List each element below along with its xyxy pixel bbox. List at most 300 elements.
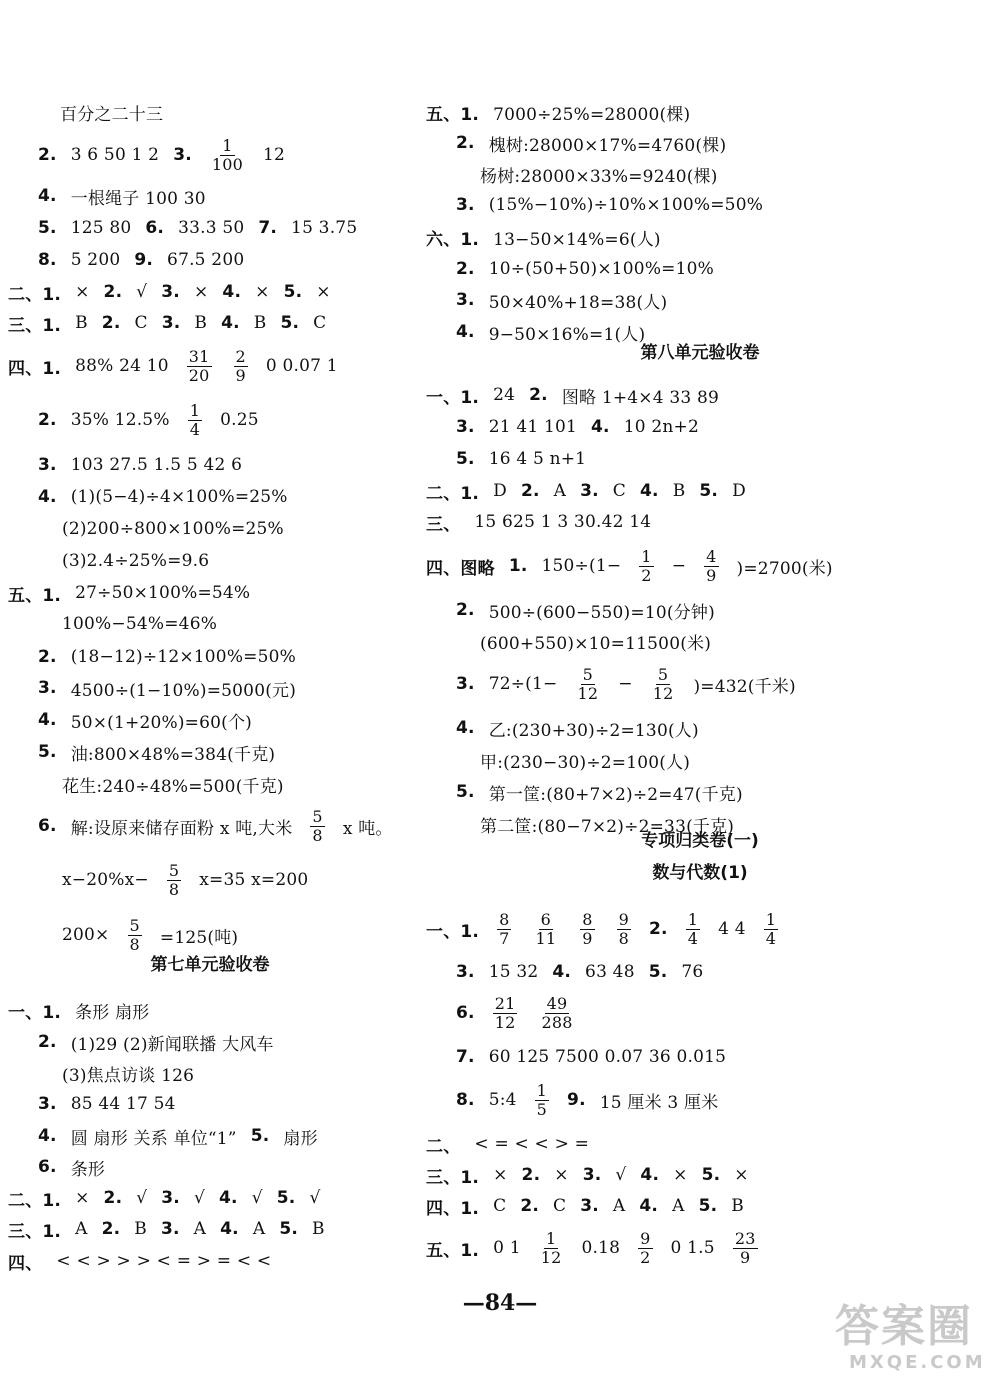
question-number: 4.	[639, 1196, 659, 1216]
answer-line	[426, 546, 833, 586]
answer-text: 一根绳子 100 30	[70, 188, 206, 209]
answer-line	[38, 806, 393, 846]
fraction-denominator: 2	[641, 565, 652, 585]
answer-text: 5:4	[488, 1090, 517, 1110]
answer-text: (3)焦点访谈 126	[62, 1065, 195, 1086]
answer-text: 0 1.5	[670, 1238, 715, 1258]
question-number: 5.	[250, 1126, 270, 1146]
fraction-denominator: 12	[652, 683, 674, 703]
answer-line	[480, 621, 711, 661]
fraction	[128, 915, 142, 954]
answer-text: (600+550)×10=11500(米)	[480, 633, 712, 654]
fraction-numerator: 23	[734, 1228, 756, 1248]
answer-text: √	[309, 1188, 321, 1208]
answer-text: 72÷(1−	[488, 674, 558, 694]
answer-text: 50×(1+20%)=60(个)	[70, 712, 253, 733]
question-number: 二、	[426, 1136, 461, 1157]
answer-text: 21 41 101	[488, 417, 578, 437]
question-number: 六、1.	[426, 229, 480, 250]
answer-text: 甲:(230−30)÷2=100(人)	[480, 752, 691, 773]
answer-line	[62, 860, 308, 900]
question-number: 一、1.	[8, 1002, 62, 1023]
question-number: 2.	[38, 1032, 57, 1052]
fraction	[651, 664, 676, 703]
question-number: 2.	[38, 410, 57, 430]
answer-text: 图略 1+4×4 33 89	[561, 387, 720, 408]
answer-text: ×	[255, 282, 270, 302]
answer-line	[426, 502, 651, 542]
question-number: 4.	[591, 417, 610, 437]
answer-text: √	[251, 1188, 263, 1208]
answer-text: 5 200	[70, 250, 121, 270]
answer-text: 0 1	[493, 1238, 521, 1258]
answer-text: 百分之二十三	[60, 104, 164, 125]
answer-text: D	[732, 481, 746, 501]
question-number: 5.	[279, 1219, 298, 1239]
question-number: 4.	[222, 282, 242, 302]
answer-text: 16 4 5 n+1	[488, 449, 587, 469]
section-heading: 专项归类卷(一)	[641, 830, 759, 851]
answer-text: (1)29 (2)新闻联播 大风车	[70, 1034, 274, 1055]
answer-text: 500÷(600−550)=10(分钟)	[488, 602, 715, 623]
question-number: 4.	[220, 1219, 239, 1239]
question-number: 5.	[648, 962, 668, 982]
question-number: 4.	[640, 1165, 660, 1185]
question-number: 2.	[456, 133, 475, 153]
answer-text: C	[612, 481, 627, 501]
question-number: 3.	[160, 1219, 180, 1239]
fraction-numerator: 9	[618, 909, 630, 929]
fraction-denominator: 8	[168, 879, 180, 899]
question-number: 2.	[101, 1219, 121, 1239]
question-number: 4.	[38, 1126, 57, 1146]
fraction-numerator: 49	[546, 993, 568, 1013]
question-number: 2.	[101, 313, 121, 333]
fraction-numerator: 5	[657, 664, 669, 684]
question-number: 3.	[456, 962, 475, 982]
answer-line	[426, 1186, 744, 1226]
question-number: 2.	[103, 1188, 123, 1208]
question-number: 4.	[38, 186, 57, 206]
answer-text: 24	[493, 385, 516, 405]
watermark-url: MXQE.COM	[849, 1352, 986, 1373]
fraction	[167, 860, 181, 899]
question-number: 四、1.	[426, 1198, 480, 1219]
question-number: 三、1.	[8, 315, 62, 336]
fraction	[234, 346, 248, 385]
answer-text: 15 32	[488, 962, 539, 982]
answer-text: C	[134, 313, 148, 333]
fraction-denominator: 12	[494, 1012, 516, 1032]
answer-text: )=432(千米)	[693, 676, 796, 697]
answer-line	[62, 764, 284, 804]
question-number: 6.	[38, 816, 57, 836]
answer-text: 0.18	[581, 1238, 621, 1258]
answer-text: 0 0.07 1	[265, 356, 338, 376]
fraction-numerator: 21	[494, 993, 516, 1013]
fraction-denominator: 8	[618, 928, 630, 948]
fraction	[187, 346, 212, 385]
answer-text: B	[134, 1219, 147, 1239]
question-number: 三、1.	[426, 1167, 480, 1188]
watermark-text: 答案圈	[835, 1301, 973, 1352]
question-number: 4.	[552, 962, 572, 982]
question-number: 3.	[456, 195, 475, 215]
question-number: 1.	[508, 556, 528, 576]
fraction-numerator: 5	[312, 806, 323, 826]
question-number: 3.	[173, 145, 192, 165]
fraction-denominator: 9	[235, 365, 246, 385]
answer-text: ×	[673, 1165, 688, 1185]
fraction-numerator: 9	[640, 1228, 651, 1248]
answer-text: 条形	[70, 1159, 106, 1180]
question-number: 四、	[8, 1253, 43, 1274]
fraction-numerator: 5	[129, 915, 140, 935]
answer-text: )=2700(米)	[736, 558, 833, 579]
fraction-numerator: 5	[168, 860, 180, 880]
answer-text: 槐树:28000×17%=4760(棵)	[488, 135, 727, 156]
answer-text: A	[193, 1219, 207, 1239]
answer-line	[456, 1080, 718, 1120]
answer-text: −	[671, 556, 687, 576]
answer-text: C	[553, 1196, 567, 1216]
fraction	[764, 909, 778, 948]
answer-text: 100%−54%=46%	[62, 614, 218, 634]
answer-text: C	[313, 313, 327, 333]
fraction	[497, 909, 511, 948]
question-number: 9.	[567, 1090, 586, 1110]
answer-text: √	[136, 282, 148, 302]
fraction-denominator: 12	[540, 1247, 562, 1267]
section-heading: 数与代数(1)	[652, 862, 748, 883]
question-number: 4.	[219, 1188, 238, 1208]
answer-text: B	[672, 481, 686, 501]
answer-text: B	[253, 313, 267, 333]
fraction-denominator: 9	[582, 928, 593, 948]
answer-text: 76	[681, 962, 704, 982]
answer-text: 103 27.5 1.5 5 42 6	[70, 455, 243, 475]
answer-text: 4 4	[718, 919, 746, 939]
fraction-numerator: 8	[582, 909, 593, 929]
answer-text: ×	[75, 1188, 90, 1208]
question-number: 4.	[456, 322, 475, 342]
fraction-numerator: 1	[687, 909, 699, 929]
fraction-denominator: 9	[706, 565, 717, 585]
question-number: 3.	[161, 1188, 180, 1208]
answer-line	[60, 92, 163, 132]
question-number: 2.	[103, 282, 123, 302]
answer-line	[8, 346, 338, 386]
question-number: 4.	[456, 718, 475, 738]
answer-text: < < > > > < = > = < <	[56, 1251, 272, 1271]
fraction-denominator: 4	[189, 419, 201, 439]
answer-text: 解:设原来储存面粉 x 吨,大米	[70, 818, 293, 839]
fraction-numerator: 31	[188, 346, 210, 366]
question-number: 3.	[456, 290, 475, 310]
answer-line	[456, 952, 703, 992]
fraction	[617, 909, 631, 948]
answer-text: ×	[734, 1165, 749, 1185]
fraction-denominator: 11	[535, 928, 557, 948]
answer-text: ×	[554, 1165, 569, 1185]
answer-text: (1)(5−4)÷4×100%=25%	[70, 487, 288, 507]
answer-text: 35% 12.5%	[70, 410, 170, 430]
answer-text: A	[252, 1219, 266, 1239]
answer-text: 乙:(230+30)÷2=130(人)	[488, 720, 699, 741]
fraction-numerator: 8	[499, 909, 510, 929]
answer-text: √	[136, 1188, 148, 1208]
answer-text: (18−12)÷12×100%=50%	[70, 647, 297, 667]
fraction	[704, 546, 718, 585]
fraction	[686, 909, 700, 948]
fraction-numerator: 4	[706, 546, 717, 566]
question-number: 4.	[38, 487, 57, 507]
question-number: 四、1.	[8, 358, 62, 379]
question-number: 2.	[649, 919, 668, 939]
fraction	[639, 546, 653, 585]
question-number: 5.	[701, 1165, 721, 1185]
answer-line	[480, 804, 734, 844]
question-number: 二、1.	[8, 284, 62, 305]
question-number: 5.	[38, 218, 57, 238]
answer-text: 油:800×48%=384(千克)	[70, 744, 276, 765]
answer-line	[456, 1037, 726, 1077]
question-number: 5.	[698, 1196, 718, 1216]
answer-line	[426, 909, 782, 949]
question-number: 四、图略	[426, 558, 495, 579]
answer-text: x=35 x=200	[199, 870, 309, 890]
question-number: 7.	[258, 218, 278, 238]
answer-text: 扇形	[283, 1128, 318, 1149]
fraction	[580, 909, 594, 948]
answer-text: C	[493, 1196, 507, 1216]
answer-text: 12	[263, 145, 286, 165]
answer-text: 27÷50×100%=54%	[75, 583, 251, 603]
answer-text: A	[612, 1196, 626, 1216]
answer-line	[456, 312, 645, 352]
question-number: 3.	[580, 481, 599, 501]
answer-text: 200×	[62, 925, 110, 945]
page-number: —84—	[462, 1290, 538, 1316]
answer-text: 63 48	[585, 962, 635, 982]
answer-text: 88% 24 10	[75, 356, 169, 376]
fraction	[493, 993, 518, 1032]
question-number: 3.	[580, 1196, 599, 1216]
answer-line	[8, 1241, 271, 1281]
answer-text: √	[193, 1188, 206, 1208]
answer-text: (15%−10%)÷10%×100%=50%	[488, 195, 764, 215]
question-number: 三、	[426, 514, 461, 535]
fraction	[539, 1228, 564, 1267]
answer-text: 3 6 50 1 2	[70, 145, 160, 165]
answer-text: 0.25	[220, 410, 259, 430]
question-number: 8.	[456, 1090, 475, 1110]
answer-text: B	[312, 1219, 325, 1239]
question-number: 2.	[520, 1196, 539, 1216]
fraction-numerator: 1	[641, 546, 652, 566]
answer-text: ×	[316, 282, 331, 302]
answer-text: ×	[75, 282, 90, 302]
answer-text: 33.3 50	[178, 218, 245, 238]
fraction	[210, 135, 245, 174]
answer-text: B	[75, 313, 88, 333]
answer-text: 第一筐:(80+7×2)÷2=47(千克)	[488, 784, 743, 805]
fraction-denominator: 7	[499, 928, 510, 948]
answer-text: (3)2.4÷25%=9.6	[62, 551, 210, 571]
question-number: 2.	[529, 385, 548, 405]
question-number: 4.	[221, 313, 240, 333]
fraction-denominator: 5	[536, 1099, 548, 1119]
answer-line	[62, 915, 238, 955]
fraction-denominator: 8	[129, 934, 140, 954]
answer-text: 条形 扇形	[75, 1002, 150, 1023]
answer-text: 4500÷(1−10%)=5000(元)	[70, 680, 297, 701]
answer-text: 50×40%+18=38(人)	[488, 292, 668, 313]
answer-text: 花生:240÷48%=500(千克)	[62, 776, 284, 797]
question-number: 2.	[38, 647, 57, 667]
question-number: 9.	[134, 250, 154, 270]
question-number: 3.	[38, 455, 57, 475]
answer-text: 第二筐:(80−7×2)÷2=33(千克)	[480, 816, 735, 837]
question-number: 5.	[699, 481, 719, 501]
fraction-denominator: 100	[211, 154, 244, 174]
question-number: 3.	[38, 1094, 57, 1114]
question-number: 一、1.	[426, 921, 480, 942]
answer-text: A	[75, 1219, 88, 1239]
fraction-denominator: 8	[312, 825, 323, 845]
question-number: 二、1.	[8, 1190, 62, 1211]
fraction-denominator: 12	[577, 683, 599, 703]
fraction	[188, 400, 202, 439]
question-number: 3.	[456, 674, 475, 694]
fraction-denominator: 20	[188, 365, 210, 385]
question-number: 5.	[456, 449, 475, 469]
answer-text: B	[731, 1196, 744, 1216]
answer-text: 13−50×14%=6(人)	[493, 229, 661, 250]
answer-line	[38, 135, 285, 175]
question-number: 4.	[640, 481, 659, 501]
answer-text: ×	[193, 282, 209, 302]
section-heading: 第七单元验收卷	[150, 954, 270, 975]
fraction	[535, 1080, 549, 1119]
question-number: 2.	[456, 259, 475, 279]
watermark-logo	[835, 1302, 995, 1388]
question-number: 3.	[161, 282, 180, 302]
answer-text: 7000÷25%=28000(棵)	[493, 104, 691, 125]
question-number: 2.	[456, 600, 475, 620]
fraction-numerator: 1	[545, 1228, 557, 1248]
answer-text: 15 厘米 3 厘米	[599, 1092, 719, 1113]
answer-text: 85 44 17 54	[70, 1094, 176, 1114]
answer-text: ×	[493, 1165, 508, 1185]
question-number: 五、1.	[8, 585, 62, 606]
question-number: 6.	[38, 1157, 57, 1177]
question-number: 5.	[456, 782, 475, 802]
answer-text: 67.5 200	[167, 250, 245, 270]
question-number: 2.	[38, 145, 57, 165]
answer-text: 60 125 7500 0.07 36 0.015	[488, 1047, 727, 1067]
answer-text: √	[615, 1165, 627, 1185]
question-number: 3.	[38, 678, 57, 698]
fraction	[310, 806, 324, 845]
fraction-numerator: 5	[582, 664, 594, 684]
answer-text: =125(吨)	[159, 927, 239, 948]
fraction-denominator: 9	[740, 1247, 751, 1267]
fraction-denominator: 288	[541, 1012, 573, 1032]
fraction	[638, 1228, 652, 1267]
question-number: 6.	[145, 218, 165, 238]
fraction-denominator: 4	[687, 928, 699, 948]
answer-text: 圆 扇形 关系 单位“1”	[70, 1128, 237, 1149]
question-number: 5.	[280, 313, 300, 333]
answer-text: 15 625 1 3 30.42 14	[474, 512, 652, 532]
question-number: 3.	[456, 417, 475, 437]
question-number: 2.	[521, 1165, 541, 1185]
answer-text: 9−50×16%=1(人)	[488, 324, 646, 345]
fraction-numerator: 1	[536, 1080, 548, 1100]
fraction-numerator: 2	[235, 346, 246, 366]
fraction-denominator: 2	[640, 1247, 651, 1267]
answer-text: 15 3.75	[291, 218, 358, 238]
question-number: 3.	[582, 1165, 602, 1185]
question-number: 5.	[38, 742, 57, 762]
question-number: 二、1.	[426, 483, 480, 504]
answer-text: 10÷(50+50)×100%=10%	[488, 259, 715, 279]
fraction-numerator: 1	[765, 909, 777, 929]
answer-line	[426, 1228, 762, 1268]
question-number: 5.	[276, 1188, 296, 1208]
answer-line	[38, 400, 259, 440]
answer-text: A	[553, 481, 567, 501]
answer-text: 10 2n+2	[623, 417, 699, 437]
answer-text: B	[194, 313, 208, 333]
question-number: 五、1.	[426, 1240, 480, 1261]
question-number: 5.	[283, 282, 303, 302]
fraction-numerator: 1	[189, 400, 201, 420]
answer-text: 杨树:28000×33%=9240(棵)	[480, 166, 718, 187]
answer-text: (2)200÷800×100%=25%	[62, 519, 284, 539]
answer-text: x 吨。	[342, 818, 393, 839]
answer-text: < = < < > =	[474, 1134, 590, 1154]
section-heading: 第八单元验收卷	[640, 342, 760, 363]
answer-text: D	[493, 481, 507, 501]
answer-text: A	[672, 1196, 685, 1216]
question-number: 7.	[456, 1047, 475, 1067]
fraction	[575, 664, 600, 703]
fraction-numerator: 1	[222, 135, 233, 155]
question-number: 6.	[456, 1003, 475, 1023]
question-number: 3.	[161, 313, 181, 333]
answer-line	[456, 664, 796, 704]
answer-text: −	[618, 674, 633, 694]
question-number: 2.	[520, 481, 540, 501]
fraction-numerator: 6	[540, 909, 552, 929]
fraction	[733, 1228, 758, 1267]
fraction	[533, 909, 558, 948]
question-number: 8.	[38, 250, 57, 270]
question-number: 三、1.	[8, 1221, 62, 1242]
fraction-denominator: 4	[765, 928, 777, 948]
answer-text: 150÷(1−	[541, 556, 622, 576]
answer-line	[8, 303, 326, 343]
question-number: 五、1.	[426, 104, 480, 125]
answer-text: x−20%x−	[62, 870, 149, 890]
question-number: 4.	[38, 710, 57, 730]
question-number: 一、1.	[426, 387, 480, 408]
answer-line	[456, 993, 579, 1033]
answer-text: 125 80	[70, 218, 132, 238]
fraction	[539, 993, 574, 1032]
